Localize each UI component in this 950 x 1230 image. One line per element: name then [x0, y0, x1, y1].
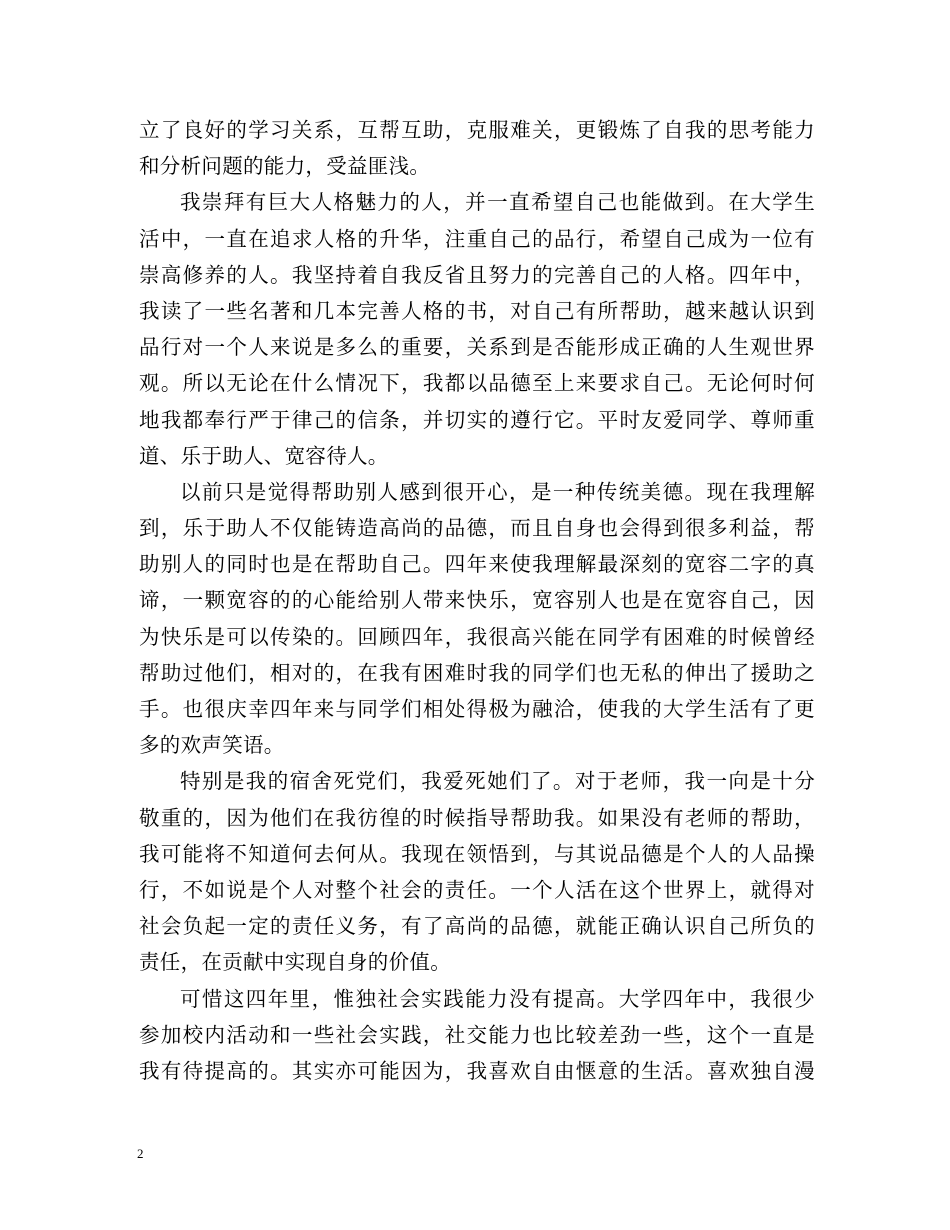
- text-line: 我崇拜有巨大人格魅力的人，并一直希望自己也能做到。在大学生: [180, 190, 815, 215]
- paragraph: [139, 763, 815, 980]
- text-line: 助别人的同时也是在帮助自己。四年来使我理解最深刻的宽容二字的真: [139, 552, 815, 577]
- body-text: [139, 112, 815, 1089]
- text-line: 行，不如说是个人对整个社会的责任。一个人活在这个世界上，就得对: [139, 877, 815, 902]
- text-line: 以前只是觉得帮助别人感到很开心，是一种传统美德。现在我理解: [180, 479, 815, 504]
- text-line: 活中，一直在追求人格的升华，注重自己的品行，希望自己成为一位有: [139, 226, 815, 251]
- text-line: 观。所以无论在什么情况下，我都以品德至上来要求自己。无论何时何: [139, 371, 815, 396]
- paragraph: [139, 184, 815, 474]
- text-line: 手。也很庆幸四年来与同学们相处得极为融洽，使我的大学生活有了更: [139, 697, 815, 721]
- text-line: 崇高修养的人。我坚持着自我反省且努力的完善自己的人格。四年中，: [139, 262, 815, 287]
- page-number: 2: [137, 1146, 144, 1161]
- text-line: 地我都奉行严于律己的信条，并切实的遵行它。平时友爱同学、尊师重: [139, 407, 815, 432]
- text-line: 敬重的，因为他们在我彷徨的时候指导帮助我。如果没有老师的帮助，: [139, 805, 815, 830]
- text-line: 责任，在贡献中实现自身的价值。: [139, 950, 451, 975]
- text-line: 谛，一颗宽容的的心能给别人带来快乐，宽容别人也是在宽容自己，因: [139, 588, 815, 613]
- paragraph: [139, 474, 815, 764]
- text-line: 为快乐是可以传染的。回顾四年，我很高兴能在同学有困难的时候曾经: [139, 624, 815, 649]
- text-line: 帮助过他们，相对的，在我有困难时我的同学们也无私的伸出了援助之: [139, 660, 815, 685]
- text-line: 立了良好的学习关系，互帮互助，克服难关，更锻炼了自我的思考能力: [139, 118, 815, 142]
- text-line: 参加校内活动和一些社会实践，社交能力也比较差劲一些，这个一直是: [139, 1022, 815, 1047]
- text-line: 特别是我的宿舍死党们，我爱死她们了。对于老师，我一向是十分: [180, 769, 815, 794]
- text-line: 多的欢声笑语。: [139, 733, 285, 758]
- text-line: 社会负起一定的责任义务，有了高尚的品德，就能正确认识自己所负的: [139, 914, 815, 939]
- text-line: 可惜这四年里，惟独社会实践能力没有提高。大学四年中，我很少: [180, 986, 815, 1011]
- paragraph: [139, 981, 815, 1090]
- text-line: 我有待提高的。其实亦可能因为，我喜欢自由惬意的生活。喜欢独自漫: [139, 1058, 815, 1083]
- text-line: 我读了一些名著和几本完善人格的书，对自己有所帮助，越来越认识到: [139, 298, 815, 323]
- paragraph: [139, 112, 815, 184]
- text-line: 品行对一个人来说是多么的重要，关系到是否能形成正确的人生观世界: [139, 335, 815, 360]
- text-line: 和分析问题的能力，受益匪浅。: [139, 154, 431, 179]
- text-line: 到，乐于助人不仅能铸造高尚的品德，而且自身也会得到很多利益，帮: [139, 516, 815, 541]
- text-line: 我可能将不知道何去何从。我现在领悟到，与其说品德是个人的人品操: [139, 841, 815, 866]
- text-line: 道、乐于助人、宽容待人。: [139, 443, 389, 468]
